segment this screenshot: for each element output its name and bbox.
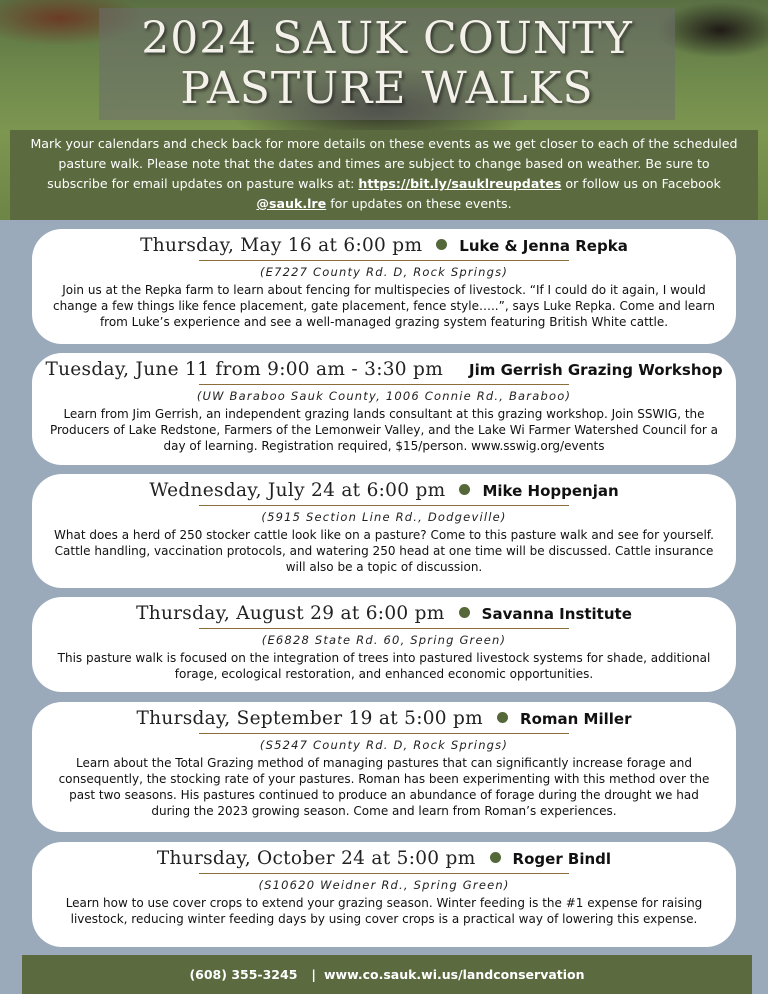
- event-date: Thursday, May 16 at 6:00 pm: [140, 235, 423, 256]
- footer-banner: [22, 955, 752, 994]
- event-card: [32, 474, 736, 588]
- divider: [199, 260, 569, 261]
- event-card: [32, 702, 736, 832]
- event-card: [32, 842, 736, 947]
- event-card: [32, 229, 736, 344]
- intro-text-3: for updates on these events.: [326, 196, 512, 211]
- event-date: Wednesday, July 24 at 6:00 pm: [149, 480, 446, 501]
- divider: [199, 384, 569, 385]
- event-location: (S10620 Weidner Rd., Spring Green): [258, 878, 510, 892]
- event-date: Thursday, October 24 at 5:00 pm: [156, 848, 476, 869]
- divider: [199, 873, 569, 874]
- event-description: This pasture walk is focused on the integration of trees into pastured livestock systems for shade, additional forage, ecological restoration, and enhanced economic opportunities.: [57, 651, 711, 681]
- event-description: Learn how to use cover crops to extend your grazing season. Winter feeding is the #1 expense for raising livestock, reducing winter feeding days by using cover crops is a practical way of lowering this expense.: [65, 896, 703, 926]
- title-line-2: PASTURE WALKS: [180, 63, 594, 114]
- event-host: Roger Bindl: [512, 850, 612, 868]
- bullet-dot-icon: [436, 239, 447, 250]
- event-description: Learn about the Total Grazing method of managing pastures that can significantly increase forage and consequently, the stocking rate of your pastures. Roman has been experimenting with this method over the past two seasons. His pastures continued to produce an abundance of forage during the drought we had during the 2023 growing season. Come and learn from Roman’s experiences.: [58, 756, 710, 818]
- event-description: Join us at the Repka farm to learn about fencing for multispecies of livestock. “If I could do it again, I would change a few things like fence placement, gate placement, fence style…..”, says Luke Repka. Come and learn from Luke’s experience and see a well-managed grazing system featuring British White cattle.: [53, 283, 715, 329]
- event-date: Tuesday, June 11 from 9:00 am - 3:30 pm: [45, 359, 444, 380]
- divider: [199, 628, 569, 629]
- bullet-dot-icon: [459, 484, 470, 495]
- event-host: Roman Miller: [520, 710, 632, 728]
- facebook-handle[interactable]: @sauk.lre: [256, 196, 327, 211]
- footer-phone[interactable]: (608) 355-3245: [189, 967, 298, 982]
- subscribe-link[interactable]: https://bit.ly/sauklreupdates: [358, 176, 562, 191]
- hero-pasture-photo: [0, 0, 768, 220]
- footer-separator: |: [311, 967, 316, 982]
- event-location: (E7227 County Rd. D, Rock Springs): [259, 265, 509, 279]
- footer-website-link[interactable]: www.co.sauk.wi.us/landconservation: [323, 967, 585, 982]
- intro-banner: [10, 130, 758, 220]
- event-location: (E6828 State Rd. 60, Spring Green): [261, 633, 507, 647]
- event-location: (UW Baraboo Sauk County, 1006 Connie Rd., Baraboo): [196, 389, 572, 403]
- title-banner: [99, 8, 675, 120]
- bullet-dot-icon: [490, 852, 501, 863]
- event-host: Jim Gerrish Grazing Workshop: [469, 361, 723, 379]
- event-date: Thursday, September 19 at 5:00 pm: [136, 708, 484, 729]
- event-card: [32, 597, 736, 692]
- title-line-1: 2024 SAUK COUNTY: [141, 13, 633, 64]
- intro-text-2: or follow us on Facebook: [561, 176, 721, 191]
- event-location: (S5247 County Rd. D, Rock Springs): [259, 738, 509, 752]
- divider: [199, 505, 569, 506]
- event-description: What does a herd of 250 stocker cattle look like on a pasture? Come to this pasture walk and see for yourself. Cattle handling, vaccination protocols, and watering 250 head at one time will be discussed. Cattle insurance will also be a topic of discussion.: [54, 528, 714, 574]
- bullet-dot-icon: [459, 607, 470, 618]
- event-host: Mike Hoppenjan: [482, 482, 619, 500]
- event-description: Learn from Jim Gerrish, an independent grazing lands consultant at this grazing workshop. Join SSWIG, the Producers of Lake Redstone, Farmers of the Lemonweir Valley, and the Lake Wi Farmer Watershed Council for a day of learning. Registration required, $15/person. www.sswig.org/events: [49, 407, 719, 453]
- event-location: (5915 Section Line Rd., Dodgeville): [261, 510, 507, 524]
- event-host: Savanna Institute: [481, 605, 632, 623]
- event-date: Thursday, August 29 at 6:00 pm: [136, 603, 445, 624]
- event-card: [32, 353, 736, 465]
- bullet-dot-icon: [497, 712, 508, 723]
- divider: [199, 733, 569, 734]
- intro-text: Mark your calendars and check back for more details on these events as we get closer to each of the scheduled pasture walk. Please note that the dates and times are subject to change based on weather. Be sure to subscribe for email updates on pasture walks at:: [30, 136, 738, 191]
- event-host: Luke & Jenna Repka: [459, 237, 628, 255]
